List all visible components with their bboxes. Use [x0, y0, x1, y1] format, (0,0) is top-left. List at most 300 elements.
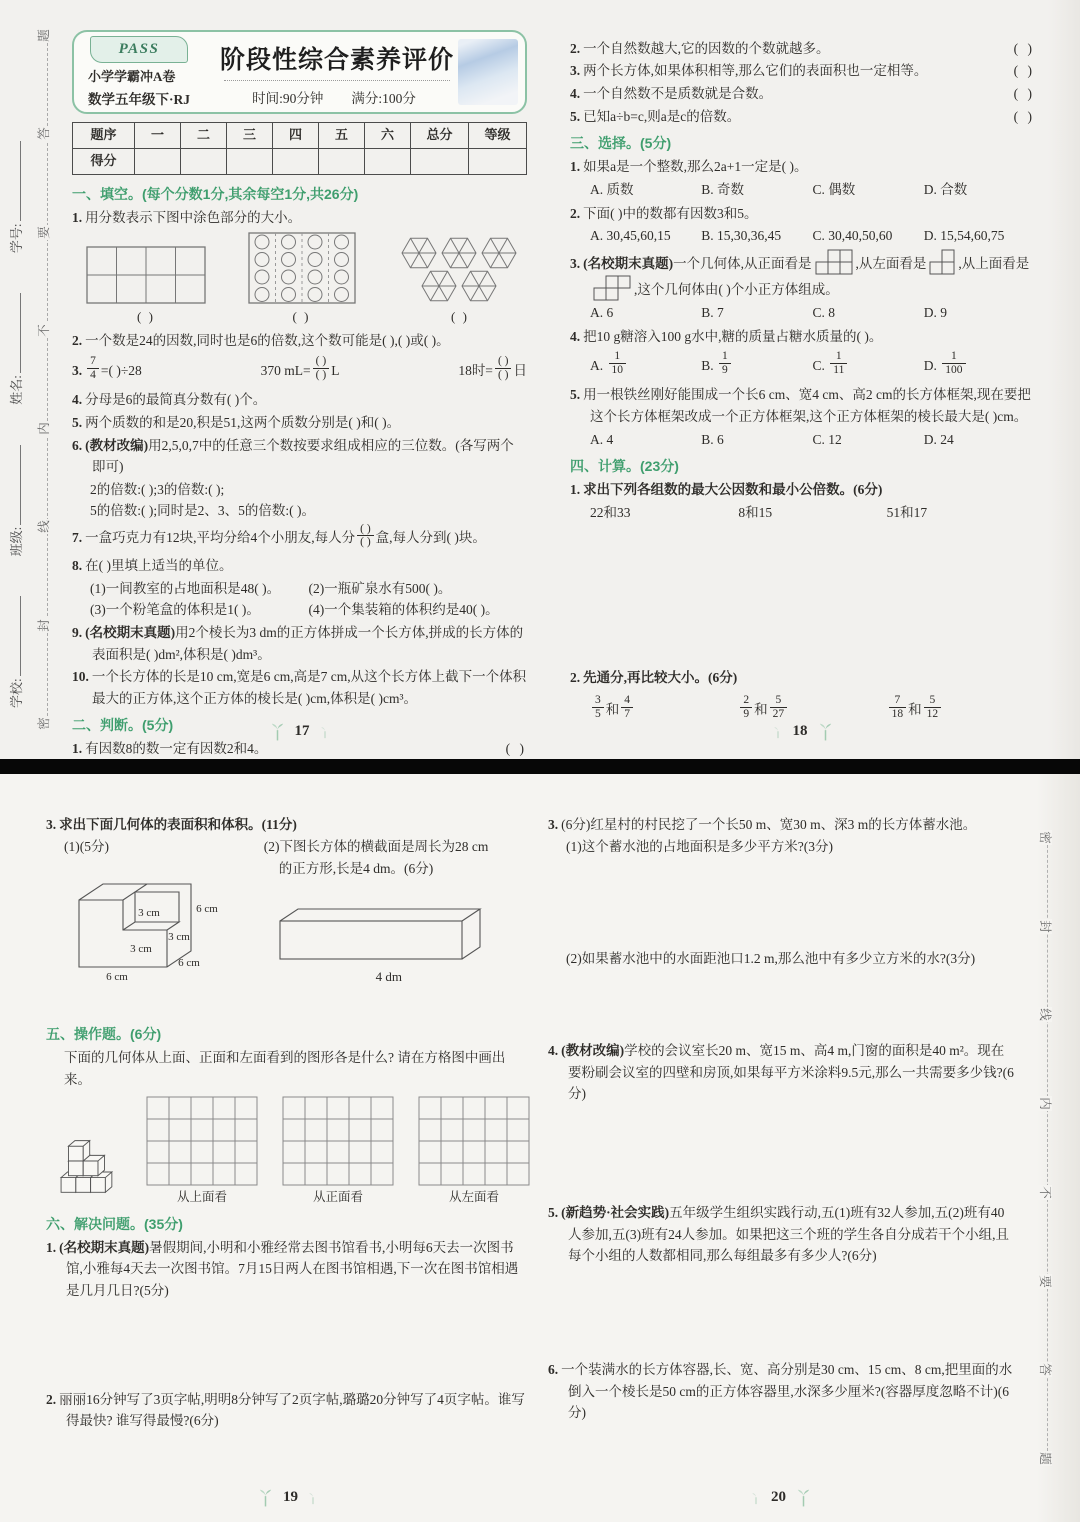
judge-item — [570, 83, 1035, 104]
fraction-denominator: 12 — [926, 707, 939, 720]
page-footer — [72, 720, 527, 744]
question-text: 有因数8的数一定有因数2和4。 — [85, 741, 268, 757]
question-number: 10. — [72, 669, 89, 685]
question-text: 分母是6的最简真分数有( )个。 — [85, 392, 267, 408]
dim-label: 3 cm — [168, 930, 191, 943]
question-number: 6. — [72, 437, 83, 453]
question-number: 4. — [570, 328, 581, 344]
question-line — [570, 326, 1035, 347]
question-line — [72, 412, 527, 433]
cuboid-length-label: 4 dm — [375, 968, 402, 984]
seal-line-left — [36, 28, 51, 731]
score-table-score-row — [73, 149, 527, 175]
seal-char: 题 — [36, 29, 51, 42]
question-subline: (1)这个蓄水池的占地面积是多少平方米?(3分) — [566, 839, 833, 855]
question-subline: 2的倍数:( );3的倍数:( ); — [90, 482, 225, 498]
dim-label: 6 cm — [178, 956, 201, 969]
seal-line-right — [1037, 830, 1052, 1466]
section-5-heading: 五、操作题。(6分) — [46, 1026, 162, 1043]
fraction-numerator: 2 — [740, 694, 752, 708]
figure-blank: ( ) — [137, 309, 155, 325]
question-line — [570, 667, 1035, 688]
operation-instruction: 下面的几何体从上面、正面和左面看到的图形各是什么? 请在方格图中画出来。 — [64, 1050, 506, 1087]
field-class-underline — [9, 445, 21, 525]
drawing-grid — [418, 1096, 530, 1186]
question-text: 已知a÷b=c,则a是c的倍数。 — [583, 108, 741, 124]
question-number: 1. — [46, 1239, 57, 1255]
question-text: 用分数表示下图中涂色部分的大小。 — [85, 210, 302, 226]
view-grid-left — [418, 1096, 530, 1208]
question-subline: (2)一瓶矿泉水有500( )。 — [308, 581, 452, 597]
judge-text — [570, 83, 1006, 104]
question-text: 下面( )中的数都有因数3和5。 — [583, 205, 758, 221]
judge-text — [570, 60, 1006, 81]
choice-options — [590, 179, 1035, 200]
question-text: 五年级学生组织实践行动,五(1)班有32人参加,五(2)班有40人参加,五(3)班有24人参加。如果把这三个班的学生各自分成若干个小组,且每个小组的人数都相同,那么每组最多有多少人?(6分) — [568, 1205, 1009, 1264]
figure-right-column — [264, 836, 530, 1018]
calc-items-row — [590, 502, 1035, 523]
question-line-fractions — [72, 353, 527, 387]
fraction-denominator: 10 — [611, 363, 623, 376]
score-cell-empty — [135, 149, 181, 175]
answer-space — [548, 858, 1014, 948]
fraction-numerator: 1 — [830, 350, 847, 364]
question-line — [548, 1040, 1014, 1104]
figure-left-column — [46, 836, 264, 1018]
view-label: 从左面看 — [448, 1190, 499, 1205]
score-col: 总分 — [411, 123, 469, 149]
judge-item — [570, 106, 1035, 127]
question-subline: (1)(5分) — [64, 839, 109, 855]
question-number: 2. — [570, 40, 581, 56]
fraction-numerator: ( ) — [357, 523, 374, 537]
field-class-label: 班级: — [9, 526, 24, 557]
series-title: 小学学霸冲A卷 — [88, 69, 176, 84]
fraction — [609, 350, 627, 376]
question-text: ,这个几何体由( )个小正方体组成。 — [634, 281, 839, 297]
choice-option: D. 24 — [923, 431, 954, 447]
score-col: 题序 — [73, 123, 135, 149]
question-line — [570, 156, 1035, 177]
fraction-denominator: ( ) — [497, 368, 509, 381]
seal-char: 题 — [1037, 1452, 1052, 1465]
stepped-solid-figure — [67, 872, 242, 982]
score-cell-empty — [227, 149, 273, 175]
hexagons-figure — [397, 236, 523, 304]
view-grid-front — [282, 1096, 394, 1208]
fraction-denominator: 100 — [945, 363, 963, 376]
question-text: 盒,每人分到( )块。 — [375, 530, 486, 546]
question-line — [72, 435, 527, 478]
score-row-label: 得分 — [73, 149, 135, 175]
circle-grid-figure — [248, 232, 356, 304]
question-number: 3. — [46, 816, 57, 832]
question-line — [46, 1389, 530, 1432]
question-number: 2. — [72, 332, 83, 348]
front-view-shape-icon — [815, 249, 853, 275]
question-number: 4. — [548, 1043, 559, 1059]
question-text: 两个质数的和是20,积是51,这两个质数分别是( )和( )。 — [85, 415, 401, 431]
question-line — [570, 249, 1035, 301]
bottom-sheet — [0, 774, 1080, 1522]
choice-letter: A. — [590, 357, 604, 373]
seal-char: 要 — [36, 225, 51, 239]
score-col: 一 — [135, 123, 181, 149]
judge-answer-blank: ( ) — [1013, 40, 1035, 56]
question-text: L — [331, 362, 340, 378]
fraction-denominator: 27 — [772, 707, 785, 720]
choice-letter: C. — [812, 357, 825, 373]
choice-option: C. 12 — [812, 431, 842, 447]
student-info-fields — [6, 58, 25, 708]
subject-title: 数学五年级下·RJ — [88, 92, 191, 107]
fraction — [889, 694, 907, 720]
fraction — [719, 350, 731, 376]
fraction — [740, 694, 752, 720]
question-number: 5. — [72, 415, 83, 431]
question-line — [548, 814, 1014, 835]
dim-label: 3 cm — [138, 906, 161, 919]
question-line — [570, 203, 1035, 224]
figure-hexagons — [397, 236, 523, 328]
field-student-no-underline — [9, 142, 21, 222]
seal-char: 答 — [36, 127, 51, 141]
sprout-icon — [270, 722, 285, 742]
fraction-numerator: 1 — [719, 350, 731, 364]
score-col: 五 — [319, 123, 365, 149]
question-subline: (4)一个集装箱的体积约是40( )。 — [308, 602, 499, 618]
seal-char: 不 — [36, 324, 51, 337]
score-cell-empty — [469, 149, 527, 175]
seal-char: 线 — [36, 520, 51, 534]
question-subline: (3)一个粉笔盒的体积是1( )。 — [90, 602, 260, 618]
fraction-pair — [738, 696, 886, 722]
fraction — [87, 355, 99, 381]
question-number: 8. — [72, 558, 83, 574]
calc-item: 51和17 — [886, 504, 928, 520]
page-footer — [46, 1486, 530, 1510]
page-number: 17 — [294, 723, 310, 740]
choice-option — [813, 352, 924, 378]
page-18 — [570, 36, 1035, 744]
question-number: 2. — [570, 205, 581, 221]
field-student-no — [6, 142, 25, 254]
sprout-icon — [818, 722, 833, 742]
section-2-heading: 二、判断。(5分) — [72, 717, 174, 734]
exam-header — [72, 30, 527, 114]
calc-item: 8和15 — [738, 504, 773, 520]
question-line — [46, 814, 530, 835]
exam-title: 阶段性综合素养评价 — [220, 46, 455, 74]
question-number: 3. — [570, 63, 581, 79]
choice-option: B. 6 — [701, 431, 724, 447]
question-text: 求出下面几何体的表面积和体积。(11分) — [59, 816, 297, 832]
page-number: 18 — [792, 723, 808, 740]
exam-full-score: 满分:100分 — [351, 91, 416, 106]
judge-item — [570, 60, 1035, 81]
question-tag: (教材改编) — [561, 1043, 625, 1059]
score-cell-empty — [365, 149, 411, 175]
page-footer — [570, 720, 1035, 744]
seal-char: 答 — [1037, 1363, 1052, 1376]
score-cell-empty — [273, 149, 319, 175]
question-number: 5. — [570, 108, 581, 124]
choice-options — [590, 302, 1035, 323]
fraction-numerator: 7 — [889, 694, 907, 708]
question-text: 丽丽16分钟写了3页字帖,明明8分钟写了2页字帖,璐璐20分钟写了4页字帖。谁写得最快? 谁写得最慢?(6分) — [59, 1391, 525, 1429]
drawing-grid — [282, 1096, 394, 1186]
question-line — [548, 1359, 1014, 1423]
question-tag: (名校期末真题) — [85, 625, 176, 641]
page-number: 19 — [283, 1489, 298, 1506]
figure-blank: ( ) — [451, 309, 469, 325]
fraction — [924, 694, 942, 720]
fraction-numerator: 4 — [621, 694, 633, 708]
question-number: 3. — [570, 255, 581, 271]
seal-char: 内 — [1037, 1097, 1052, 1110]
exam-meta — [200, 88, 468, 109]
fraction-numerator: 5 — [924, 694, 942, 708]
choice-options-fractions — [590, 348, 1035, 382]
question-tag: (名校期末真题) — [59, 1239, 150, 1255]
question-subline-pair — [90, 599, 527, 620]
choice-option: D. 15,54,60,75 — [923, 228, 1005, 244]
choice-option: A. 6 — [590, 305, 614, 321]
seal-char: 封 — [36, 618, 51, 632]
page-19 — [46, 812, 530, 1510]
judge-answer-blank: ( ) — [1013, 108, 1035, 124]
fraction-numerator: 5 — [770, 694, 788, 708]
figure-circle-grid — [248, 232, 356, 328]
fraction-denominator: 11 — [833, 363, 845, 376]
question-text: 把10 g糖溶入100 g水中,糖的质量占糖水质量的( )。 — [583, 328, 883, 344]
question-subline: (2)下图长方体的横截面是周长为28 cm — [263, 839, 489, 855]
calc-item: 22和33 — [590, 504, 631, 520]
page-number: 20 — [771, 1489, 786, 1506]
question-number: 2. — [46, 1391, 57, 1407]
pair-conjunction: 和 — [605, 701, 620, 717]
figure-rect-grid — [86, 246, 206, 328]
fraction — [830, 350, 847, 376]
score-col: 三 — [227, 123, 273, 149]
question-text: =( )÷28 — [100, 362, 142, 378]
dim-label: 6 cm — [106, 970, 129, 982]
question-number: 2. — [570, 669, 581, 685]
fraction-figures-row — [86, 232, 523, 328]
sprout-icon-small — [773, 725, 783, 740]
fraction-pair — [887, 696, 1035, 722]
question-number: 9. — [72, 625, 83, 641]
question-subline-pair — [90, 578, 527, 599]
fill-blank-segment — [72, 357, 142, 383]
answer-space — [46, 1302, 530, 1387]
score-table — [72, 122, 527, 175]
page-20 — [548, 812, 1014, 1510]
seal-char: 封 — [1037, 919, 1052, 933]
seal-char: 线 — [1037, 1008, 1052, 1022]
field-student-no-label: 学号: — [9, 223, 24, 254]
field-school-label: 学校: — [9, 678, 24, 708]
question-text: 在( )里填上适当的单位。 — [85, 558, 233, 574]
answer-space — [570, 525, 1035, 665]
fraction — [592, 694, 604, 720]
question-line — [72, 555, 527, 576]
choice-option: A. 质数 — [590, 182, 634, 198]
fraction — [621, 694, 633, 720]
view-label: 从正面看 — [312, 1190, 363, 1205]
choice-letter: B. — [701, 357, 714, 373]
choice-option: C. 偶数 — [812, 182, 856, 198]
choice-option: B. 奇数 — [701, 182, 745, 198]
header-photo — [458, 39, 518, 105]
score-table-header-row — [73, 123, 527, 149]
question-text: 一个自然数不是质数就是合数。 — [583, 86, 773, 102]
pair-conjunction: 和 — [754, 701, 768, 717]
dim-label: 6 cm — [196, 902, 219, 915]
header-dotted-rule — [224, 80, 450, 81]
blank-fraction — [357, 523, 374, 549]
fraction-numerator: ( ) — [313, 355, 330, 369]
blank-fraction — [313, 355, 330, 381]
sprout-icon-small — [751, 1491, 761, 1506]
cuboid-figure — [272, 905, 522, 967]
question-number: 1. — [570, 159, 581, 175]
choice-option — [590, 352, 701, 378]
question-text: 如果a是一个整数,那么2a+1一定是( )。 — [583, 159, 808, 175]
fraction-denominator: 9 — [743, 707, 750, 720]
view-grid-top — [146, 1096, 258, 1208]
score-col: 六 — [365, 123, 411, 149]
question-text: ,从左面看是 — [855, 255, 927, 271]
view-label: 从上面看 — [176, 1190, 227, 1205]
question-number: 3. — [72, 362, 83, 378]
choice-option: A. 30,45,60,15 — [590, 228, 671, 244]
fraction-numerator: 7 — [87, 355, 99, 369]
question-number: 5. — [570, 387, 581, 403]
pair-conjunction: 和 — [908, 701, 922, 717]
choice-option — [924, 352, 1035, 378]
question-text: 18时= — [458, 362, 493, 378]
question-text: 先通分,再比较大小。(6分) — [583, 669, 738, 685]
fraction-numerator: 3 — [592, 694, 604, 708]
choice-option: C. 30,40,50,60 — [812, 228, 893, 244]
question-number: 1. — [72, 741, 83, 757]
choice-options — [590, 429, 1035, 450]
question-line — [72, 330, 527, 351]
figure-blank: ( ) — [292, 309, 311, 325]
seal-char: 内 — [36, 422, 51, 435]
seal-char: 不 — [1037, 1186, 1052, 1199]
choice-option: D. 9 — [923, 305, 947, 321]
question-number: 3. — [548, 816, 559, 832]
fraction-denominator: 18 — [891, 707, 904, 720]
fraction-denominator: 7 — [624, 707, 630, 720]
rect-grid-figure — [86, 246, 206, 304]
score-cell-empty — [319, 149, 365, 175]
judge-answer-blank: ( ) — [505, 741, 527, 757]
question-text: ,从上面看是 — [958, 255, 1030, 271]
answer-space — [548, 969, 1014, 1039]
page-divider — [0, 759, 1080, 774]
page-17 — [72, 30, 527, 757]
question-text: 一盒巧克力有12块,平均分给4个小朋友,每人分 — [85, 530, 356, 546]
judge-answer-blank: ( ) — [1013, 86, 1035, 102]
choice-letter: D. — [923, 357, 937, 373]
question-number: 1. — [72, 210, 83, 226]
field-name-label: 姓名: — [9, 375, 24, 405]
question-line-fraction — [72, 522, 527, 554]
exam-time: 时间:90分钟 — [252, 91, 324, 106]
answer-space — [548, 1106, 1014, 1201]
fraction-denominator: 4 — [90, 368, 96, 381]
question-line — [72, 622, 527, 665]
field-name-underline — [9, 293, 21, 373]
choice-option: C. 8 — [812, 305, 836, 321]
choice-option: A. 4 — [590, 431, 614, 447]
question-number: 5. — [548, 1205, 559, 1221]
seal-char: 要 — [1037, 1274, 1052, 1288]
score-col: 等级 — [469, 123, 527, 149]
left-view-shape-icon — [929, 249, 955, 275]
question-text: 日 — [513, 362, 527, 378]
section-3-heading: 三、选择。(5分) — [570, 135, 672, 152]
question-text: (6分)红星村的村民挖了一个长50 m、宽30 m、深3 m的长方体蓄水池。 — [561, 816, 977, 832]
page-footer — [548, 1486, 1014, 1510]
blank-fraction — [495, 355, 512, 381]
choice-option: B. 15,30,36,45 — [701, 228, 782, 244]
question-text: 一个长方体的长是10 cm,宽是6 cm,高是7 cm,从这个长方体上截下一个体积最大的正方体,这个正方体的棱长是( )cm,体积是( )cm³。 — [91, 669, 527, 706]
question-text: 暑假期间,小明和小雅经常去图书馆看书,小明每6天去一次图书馆,小雅每4天去一次图书馆。7月15日两人在图书馆相遇,下一次在图书馆相遇是几月几日?(5分) — [66, 1239, 519, 1298]
sprout-icon-small — [320, 725, 330, 740]
question-subline: (2)如果蓄水池中的水面距池口1.2 m,那么池中有多少立方米的水?(3分) — [566, 950, 976, 966]
question-number: 1. — [570, 481, 581, 497]
question-number: 6. — [548, 1362, 559, 1378]
question-text: 一个装满水的长方体容器,长、宽、高分别是30 cm、15 cm、8 cm,把里面的水倒入一个棱长是50 cm的正方体容器里,水深多少厘米?(容器厚度忽略不计)(6分) — [561, 1362, 1013, 1421]
question-tag: (教材改编) — [85, 437, 149, 453]
question-text: 用2个棱长为3 dm的正方体拼成一个长方体,拼成的长方体的表面积是( )dm²,体积是( )dm³。 — [92, 625, 524, 662]
drawing-grid — [146, 1096, 258, 1186]
sprout-icon — [258, 1488, 273, 1508]
dim-label: 3 cm — [130, 942, 153, 955]
score-col: 二 — [181, 123, 227, 149]
question-line — [570, 479, 1035, 500]
question-subline: 5的倍数:( );同时是2、3、5的倍数:( )。 — [90, 503, 315, 519]
judge-text — [570, 106, 1006, 127]
fraction-denominator: 5 — [595, 707, 601, 720]
fraction — [770, 694, 788, 720]
question-text: 一个数是24的因数,同时也是6的倍数,这个数可能是( ),( )或( )。 — [85, 332, 450, 348]
question-tag: (名校期末真题) — [583, 255, 674, 271]
field-school — [6, 596, 25, 708]
question-text: 370 mL= — [260, 362, 311, 378]
seal-char: 密 — [36, 717, 51, 730]
fraction-numerator: 1 — [942, 350, 965, 364]
judge-text — [570, 38, 1006, 59]
question-tag: (新趋势·社会实践) — [561, 1205, 670, 1221]
question-number: 7. — [72, 530, 83, 546]
field-name — [6, 293, 25, 405]
fraction-denominator: 9 — [722, 363, 728, 376]
question-text: 用2,5,0,7中的任意三个数按要求组成相应的三位数。(各写两个即可) — [92, 437, 514, 475]
fraction-numerator: ( ) — [495, 355, 512, 369]
question-line — [72, 207, 527, 228]
fraction-numerator: 1 — [609, 350, 627, 364]
fraction — [942, 350, 965, 376]
top-sheet — [0, 0, 1080, 759]
question-line — [72, 389, 527, 410]
question-text: 学校的会议室长20 m、宽15 m、高4 m,门窗的面积是40 m²。现在要粉刷会议室的四壁和房顶,如果每平方米涂料9.5元,那么一共需要多少钱?(6分) — [568, 1043, 1014, 1102]
sprout-icon — [796, 1488, 811, 1508]
